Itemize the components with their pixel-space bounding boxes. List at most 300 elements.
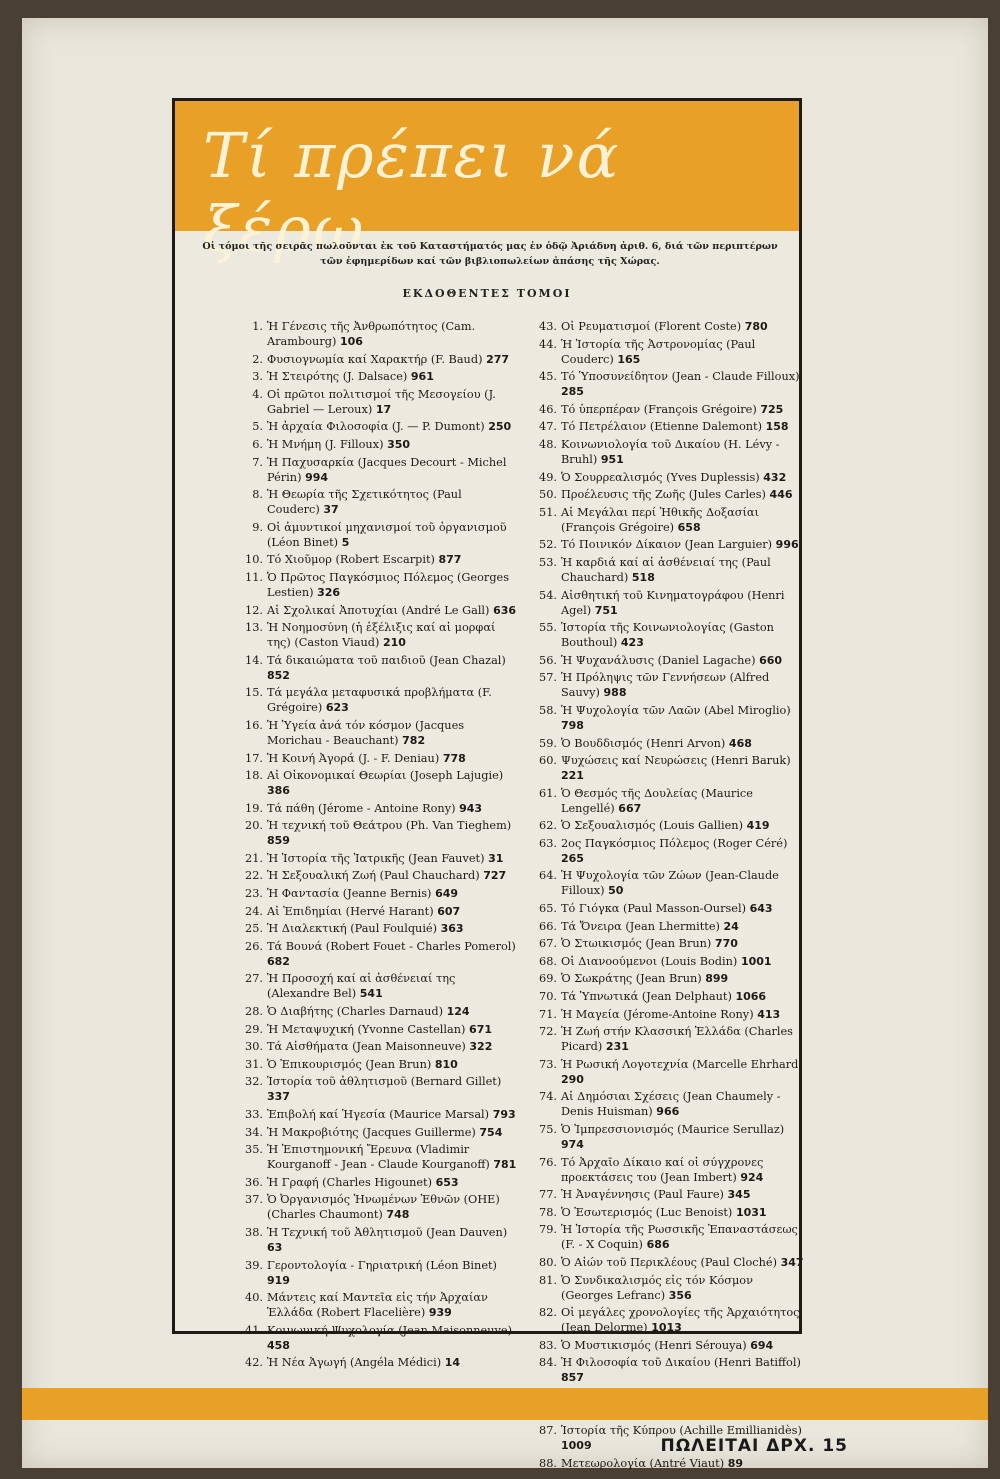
volume-entry	[535, 753, 807, 783]
volume-title	[561, 1273, 807, 1303]
volume-entry	[535, 653, 807, 668]
volume-code: 158	[765, 420, 789, 434]
volume-entry	[535, 369, 807, 399]
volume-code: 649	[435, 887, 459, 901]
volume-title	[561, 989, 807, 1004]
volume-entry	[241, 603, 517, 618]
volume-entry	[535, 1057, 807, 1087]
volume-title	[561, 1205, 807, 1220]
volume-entry	[535, 1089, 807, 1119]
volume-title-text: Ἡ Ψυχολογία τῶν Ζώων (Jean-Claude Filloux)	[561, 869, 779, 898]
volume-title-text: Ὁ Θεσμός τῆς Δουλείας (Maurice Lengellé)	[561, 786, 753, 815]
volume-code: 623	[325, 701, 349, 715]
volume-code: 951	[600, 452, 624, 466]
volume-entry	[535, 1222, 807, 1252]
volume-title	[561, 319, 807, 334]
price-label: ΠΩΛΕΙΤΑΙ ΔΡΧ. 15	[660, 1436, 848, 1456]
volume-entry	[535, 1355, 807, 1385]
volume-entry	[241, 921, 517, 936]
volume-title-text: Ἡ καρδιά καί αἱ ἀσθένειαί της (Paul Chauchard)	[561, 555, 771, 584]
volume-code: 643	[749, 902, 773, 916]
volume-title	[267, 1004, 517, 1019]
volume-number: 48.	[539, 437, 557, 451]
volume-entry	[535, 936, 807, 951]
volume-title-text: Ἡ Ἀναγέννησις (Paul Faure)	[561, 1188, 724, 1202]
volume-code: 994	[305, 470, 329, 484]
volume-code: 988	[603, 686, 627, 700]
volume-code: 124	[446, 1005, 470, 1019]
volume-title-text: Ἡ Νοημοσύνη (ἡ ἐξέλιξις καί αἱ μορφαί της) (Caston Viaud)	[267, 621, 496, 650]
intro-text: Οἱ τόμοι τῆς σειρᾶς πωλοῦνται ἐκ τοῦ Καταστήματός μας ἐν ὁδῷ Ἀριάδνη ἀριθ. 6, διά τῶν περιπτέρων τῶν ἐφημερίδων καί τῶν βιβλιοπωλείων ἀπάσης τῆς Χώρας.	[202, 241, 778, 267]
volume-title-text: Κοινωνική Ψυχολογία (Jean Maisonneuve)	[267, 1323, 512, 1337]
volume-number: 3.	[252, 370, 263, 384]
volume-title	[267, 1355, 517, 1370]
volume-code: 667	[618, 801, 642, 815]
volume-title-text: Ἡ Ἱστορία τῆς Ἰατρικῆς (Jean Fauvet)	[267, 851, 485, 865]
volume-code: 607	[437, 904, 461, 918]
volume-code: 943	[459, 801, 483, 815]
volume-title-text: Αἱ Οἰκονομικαί Θεωρίαι (Joseph Lajugie)	[267, 769, 504, 783]
published-volumes-heading: ΕΚΔΟΘΕΝΤΕΣ ΤΟΜΟΙ	[402, 287, 572, 300]
volume-title	[561, 537, 807, 552]
volume-title	[561, 555, 807, 585]
volume-title-text: Ὁ Αἰών τοῦ Περικλέους (Paul Cloché)	[561, 1255, 777, 1269]
volume-entry	[535, 954, 807, 969]
volume-title	[267, 1022, 517, 1037]
volume-number: 56.	[539, 653, 557, 667]
volume-title-text: Οἱ πρῶτοι πολιτισμοί τῆς Μεσογείου (J. Gabriel — Leroux)	[267, 387, 496, 416]
volume-entry	[241, 751, 517, 766]
volume-title	[267, 751, 517, 766]
volume-number: 39.	[245, 1258, 263, 1272]
volume-entry	[535, 703, 807, 733]
volume-number: 73.	[539, 1057, 557, 1071]
volume-number: 27.	[245, 972, 263, 986]
volume-number: 30.	[245, 1040, 263, 1054]
volume-code: 770	[714, 937, 738, 951]
volume-code: 1009	[561, 1439, 592, 1453]
volume-code: 780	[744, 320, 768, 333]
volume-entry	[241, 868, 517, 883]
volume-entry	[535, 437, 807, 467]
volume-number: 49.	[539, 470, 557, 484]
volume-title	[267, 419, 517, 434]
volume-title	[267, 921, 517, 936]
volume-number: 60.	[539, 754, 557, 768]
volume-title	[561, 1187, 807, 1202]
volume-title-text: Ἡ Ψυχανάλυσις (Daniel Lagache)	[561, 653, 756, 667]
volume-title-text: Ἡ Μεταψυχική (Yvonne Castellan)	[267, 1022, 466, 1036]
volume-title	[561, 1255, 807, 1270]
volume-title-text: Ἡ Φαντασία (Jeanne Bernis)	[267, 887, 432, 901]
volume-title	[561, 736, 807, 751]
volume-title	[267, 801, 517, 816]
volume-number: 78.	[539, 1205, 557, 1219]
volume-list-left	[241, 319, 517, 1373]
volume-title	[561, 753, 807, 783]
volume-title-text: Ἡ Πρόληψις τῶν Γεννήσεων (Alfred Sauvy)	[561, 671, 770, 700]
volume-title	[267, 1192, 517, 1222]
volume-code: 798	[561, 718, 584, 732]
volume-title-text: Γεροντολογία - Γηριατρική (Léon Binet)	[267, 1258, 497, 1272]
volume-number: 76.	[539, 1155, 557, 1169]
volume-entry	[241, 685, 517, 715]
volume-entry	[241, 552, 517, 567]
volume-entry	[241, 1039, 517, 1054]
volume-entry	[535, 836, 807, 866]
volume-number: 54.	[539, 588, 557, 602]
volume-entry	[241, 352, 517, 367]
volume-number: 43.	[539, 320, 557, 333]
volume-code: 265	[561, 851, 584, 865]
volume-title-text: Οἱ ἀμυντικοί μηχανισμοί τοῦ ὀργανισμοῦ (Léon Binet)	[267, 520, 507, 549]
volume-number: 52.	[539, 538, 557, 552]
volume-entry	[535, 670, 807, 700]
volume-entry	[241, 1004, 517, 1019]
volume-number: 13.	[245, 621, 263, 635]
volume-number: 8.	[252, 488, 263, 502]
volume-code: 781	[493, 1158, 517, 1172]
volume-title-text: Προέλευσις τῆς Ζωῆς (Jules Carles)	[561, 488, 766, 502]
volume-code: 754	[479, 1125, 503, 1139]
volume-number: 38.	[245, 1225, 263, 1239]
volume-title-text: Κοινωνιολογία τοῦ Δικαίου (H. Lévy - Bruhl)	[561, 437, 780, 466]
volume-number: 4.	[252, 387, 263, 401]
volume-title	[561, 653, 807, 668]
volume-title-text: Ἡ Διαλεκτική (Paul Foulquié)	[267, 922, 438, 936]
volume-code: 89	[727, 1456, 744, 1470]
volume-title	[267, 718, 517, 748]
volume-title	[561, 1089, 807, 1119]
volume-code: 345	[727, 1188, 751, 1202]
volume-number: 75.	[539, 1123, 557, 1136]
volume-code: 350	[387, 437, 411, 451]
volume-code: 432	[763, 470, 787, 484]
volume-title-text: Ἡ Στειρότης (J. Dalsace)	[267, 370, 408, 384]
volume-code: 1066	[735, 990, 767, 1004]
volume-title-text: Τό Ποινικόν Δίκαιον (Jean Larguier)	[561, 538, 773, 552]
volume-title	[267, 1225, 517, 1255]
volume-code: 660	[759, 653, 783, 667]
volume-title-text: Ἡ Κοινή Ἀγορά (J. - F. Deniau)	[267, 751, 440, 765]
volume-title-text: Ὁ Διαβήτης (Charles Darnaud)	[267, 1005, 444, 1019]
volume-code: 165	[617, 352, 641, 366]
volume-number: 10.	[245, 553, 263, 567]
volume-title	[561, 1155, 807, 1185]
volume-code: 793	[492, 1108, 516, 1121]
volume-entry	[535, 537, 807, 552]
volume-entry	[241, 1192, 517, 1222]
volume-entry	[241, 487, 517, 517]
volume-code: 413	[757, 1007, 781, 1021]
volume-number: 82.	[539, 1306, 557, 1320]
volume-title	[561, 901, 807, 916]
volume-code: 5	[341, 535, 350, 549]
volume-number: 11.	[245, 570, 263, 584]
volume-title	[267, 971, 517, 1001]
volume-entry	[535, 1255, 807, 1270]
volume-number: 58.	[539, 703, 557, 717]
volume-code: 221	[561, 769, 584, 783]
back-cover	[22, 18, 988, 1468]
volume-entry	[241, 437, 517, 452]
volume-title	[561, 487, 807, 502]
volume-title-text: Αἱ Ἐπιδημίαι (Hervé Harant)	[267, 904, 434, 918]
volume-code: 857	[561, 1371, 584, 1385]
volume-code: 748	[386, 1208, 410, 1222]
volume-title-text: Ἡ Νέα Ἀγωγή (Angéla Médici)	[267, 1356, 442, 1370]
volume-code: 446	[769, 488, 793, 502]
volume-code: 877	[438, 553, 462, 567]
volume-title-text: Ἡ Ψυχολογία τῶν Λαῶν (Abel Miroglio)	[561, 703, 791, 717]
volume-number: 57.	[539, 671, 557, 685]
volume-code: 1031	[735, 1205, 767, 1219]
volume-code: 423	[620, 636, 644, 650]
volume-number: 50.	[539, 488, 557, 502]
volume-number: 18.	[245, 769, 263, 783]
volume-entry	[535, 555, 807, 585]
volume-title-text: Ὁ Σεξουαλισμός (Louis Gallien)	[561, 819, 743, 833]
volume-number: 44.	[539, 337, 557, 351]
volume-number: 24.	[245, 904, 263, 918]
volume-number: 59.	[539, 736, 557, 750]
volume-code: 347	[780, 1255, 804, 1269]
volume-code: 653	[435, 1175, 459, 1189]
volume-title	[561, 419, 807, 434]
volume-title	[267, 904, 517, 919]
volume-entry	[241, 319, 517, 349]
volume-code: 419	[746, 819, 770, 833]
volume-entry	[241, 1225, 517, 1255]
volume-entry	[241, 1142, 517, 1172]
volume-entry	[535, 786, 807, 816]
volume-entry	[241, 718, 517, 748]
volume-number: 1.	[252, 320, 263, 333]
volume-title-text: Ἡ Φιλοσοφία τοῦ Δικαίου (Henri Batiffol)	[561, 1356, 801, 1370]
volume-code: 852	[267, 668, 290, 682]
volume-title	[561, 1456, 807, 1471]
volume-number: 46.	[539, 402, 557, 416]
volume-entry	[241, 1074, 517, 1104]
volume-entry	[241, 851, 517, 866]
volume-title	[561, 437, 807, 467]
volume-title	[561, 868, 807, 898]
volume-entry	[535, 818, 807, 833]
volume-number: 72.	[539, 1025, 557, 1039]
volume-code: 106	[339, 335, 363, 348]
volume-entry	[535, 1338, 807, 1353]
volume-title-text: Αἱ Δημόσιαι Σχέσεις (Jean Chaumely - Denis Huisman)	[561, 1090, 781, 1119]
volume-title	[561, 1338, 807, 1353]
volume-entry	[241, 904, 517, 919]
volume-code: 974	[561, 1138, 584, 1151]
volume-entry	[241, 1323, 517, 1353]
volume-number: 65.	[539, 902, 557, 916]
volume-number: 19.	[245, 801, 263, 815]
volume-title-text: Ὁ Σωκράτης (Jean Brun)	[561, 972, 702, 986]
volume-title-text: Αἱ Σχολικαί Ἀποτυχίαι (André Le Gall)	[267, 603, 490, 617]
volume-title-text: Μετεωρολογία (Antré Viaut)	[561, 1456, 725, 1470]
volume-code: 326	[317, 585, 341, 599]
volume-title	[561, 1024, 807, 1054]
volume-number: 29.	[245, 1022, 263, 1036]
volume-number: 45.	[539, 370, 557, 384]
volume-title-text: Τά Ὑπνωτικά (Jean Delphaut)	[561, 990, 732, 1004]
volume-number: 28.	[245, 1005, 263, 1019]
volume-number: 7.	[252, 455, 263, 469]
volume-code: 518	[631, 570, 655, 584]
volume-title-text: Ἡ Ζωή στήν Κλασσική Ἑλλάδα (Charles Picard)	[561, 1025, 793, 1054]
volume-number: 47.	[539, 420, 557, 434]
volume-code: 31	[488, 851, 504, 865]
volume-code: 277	[486, 352, 510, 366]
volume-title-text: Οἱ Ρευματισμοί (Florent Coste)	[561, 320, 742, 333]
volume-title	[561, 1305, 807, 1335]
volume-number: 36.	[245, 1175, 263, 1189]
volume-entry	[535, 1273, 807, 1303]
volume-entry	[535, 487, 807, 502]
volume-title-text: Ὁ Μυστικισμός (Henri Sérouya)	[561, 1338, 747, 1352]
volume-title	[267, 868, 517, 883]
volume-title	[267, 319, 517, 349]
volume-code: 337	[267, 1090, 290, 1104]
volume-title	[561, 620, 807, 650]
volume-number: 5.	[252, 420, 263, 434]
volume-entry	[241, 1290, 517, 1320]
volume-title-text: Ὁ Ἰμπρεσσιονισμός (Maurice Serullaz)	[561, 1123, 785, 1136]
volume-code: 322	[469, 1040, 493, 1054]
volume-title-text: Ἡ Θεωρία τῆς Σχετικότητος (Paul Couderc)	[267, 488, 462, 517]
volume-title-text: Τό Χιοῦμορ (Robert Escarpit)	[267, 553, 435, 567]
volume-title-text: Ἱστορία τοῦ ἀθλητισμοῦ (Bernard Gillet)	[267, 1075, 502, 1089]
volume-entry	[241, 520, 517, 550]
volume-number: 2.	[252, 352, 263, 366]
volume-code: 50	[608, 884, 624, 898]
volume-code: 285	[561, 385, 584, 399]
volume-title	[561, 818, 807, 833]
volume-title	[267, 818, 517, 848]
volume-title	[561, 1355, 807, 1385]
volume-title-text: Οἱ μεγάλες χρονολογίες τῆς Ἀρχαιότητος (Jean Delorme)	[561, 1306, 800, 1335]
volume-code: 17	[375, 402, 392, 416]
volume-number: 12.	[245, 603, 263, 617]
volume-title-text: Ἡ Σεξουαλική Ζωή (Paul Chauchard)	[267, 869, 480, 883]
volume-title	[267, 1125, 517, 1140]
volume-title-text: Ἡ Μαγεία (Jérome-Antoine Rony)	[561, 1007, 754, 1021]
volume-code: 919	[267, 1273, 290, 1287]
volume-number: 69.	[539, 972, 557, 986]
volume-number: 20.	[245, 819, 263, 833]
volume-code: 899	[705, 972, 729, 986]
volume-title-text: Τά μεγάλα μεταφυσικά προβλήματα (F. Grégoire)	[267, 686, 492, 715]
volume-title	[267, 487, 517, 517]
volume-code: 210	[382, 636, 406, 650]
volume-title	[267, 620, 517, 650]
volume-number: 33.	[245, 1108, 263, 1121]
volume-entry	[241, 886, 517, 901]
volume-title	[561, 1122, 807, 1152]
volume-title-text: Ὁ Βουδδισμός (Henri Arvon)	[561, 736, 726, 750]
volume-number: 77.	[539, 1188, 557, 1202]
volume-entry	[535, 1187, 807, 1202]
volume-code: 63	[267, 1240, 283, 1254]
volume-title	[561, 919, 807, 934]
volume-title-text: Τό Γιόγκα (Paul Masson-Oursel)	[561, 902, 746, 916]
volume-title-text: Ἡ Γραφή (Charles Higounet)	[267, 1175, 433, 1189]
volume-code: 356	[668, 1288, 692, 1302]
volume-entry	[241, 1258, 517, 1288]
volume-number: 31.	[245, 1057, 263, 1071]
volume-entry	[241, 801, 517, 816]
volume-title	[267, 653, 517, 683]
volume-number: 37.	[245, 1193, 263, 1207]
volume-title-text: Ἡ τεχνική τοῦ Θεάτρου (Ph. Van Tieghem)	[267, 819, 512, 833]
volume-title-text: Ὁ Πρῶτος Παγκόσμιος Πόλεμος (Georges Lestien)	[267, 570, 510, 599]
volume-number: 6.	[252, 437, 263, 451]
volume-title	[561, 1007, 807, 1022]
volume-title	[561, 1057, 807, 1087]
volume-title-text: Ἱστορία τῆς Κοινωνιολογίας (Gaston Bouthoul)	[561, 621, 774, 650]
volume-title	[561, 786, 807, 816]
volume-code: 939	[428, 1306, 452, 1320]
volume-number: 71.	[539, 1007, 557, 1021]
volume-title-text: Ὁ Ὀργανισμός Ἡνωμένων Ἐθνῶν (ΟΗΕ) (Charles Chaumont)	[267, 1193, 500, 1222]
volume-code: 924	[740, 1170, 764, 1184]
volume-number: 70.	[539, 990, 557, 1004]
volume-title-text: Τό Ἀρχαῖο Δίκαιο καί οἱ σύγχρονες προεκτάσεις του (Jean Imbert)	[561, 1155, 764, 1184]
volume-number: 55.	[539, 621, 557, 635]
volume-code: 24	[723, 919, 739, 933]
volume-title	[267, 352, 517, 367]
volume-title	[561, 402, 807, 417]
volume-title-text: Ἱστορία τῆς Κύπρου (Achille Emillianidès)	[561, 1424, 802, 1438]
volume-code: 810	[434, 1057, 458, 1071]
volume-number: 17.	[245, 751, 263, 765]
volume-number: 22.	[245, 869, 263, 883]
volume-title	[267, 603, 517, 618]
volume-number: 61.	[539, 786, 557, 800]
volume-entry	[241, 653, 517, 683]
volume-entry	[535, 620, 807, 650]
volume-number: 32.	[245, 1075, 263, 1089]
volume-code: 458	[267, 1338, 290, 1352]
volume-code: 468	[728, 736, 752, 750]
volume-number: 67.	[539, 937, 557, 951]
volume-number: 40.	[245, 1291, 263, 1305]
volume-title-text: Ἡ Ἱστορία τῆς Ρωσσικῆς Ἐπαναστάσεως (F. - X Coquin)	[561, 1223, 798, 1252]
volume-title-text: Τό Πετρέλαιον (Etienne Dalemont)	[561, 420, 762, 434]
volume-entry	[535, 402, 807, 417]
volume-number: 66.	[539, 919, 557, 933]
volume-number: 81.	[539, 1273, 557, 1287]
volume-title	[267, 1057, 517, 1072]
volume-title	[267, 939, 517, 969]
volume-title	[561, 369, 807, 399]
volume-title-text: Ἡ Μνήμη (J. Filloux)	[267, 437, 384, 451]
volume-title-text: Τά Βουνά (Robert Fouet - Charles Pomerol)	[267, 939, 516, 953]
volume-entry	[241, 620, 517, 650]
volume-title	[561, 836, 807, 866]
volume-title	[267, 437, 517, 452]
volume-title	[267, 886, 517, 901]
volume-number: 83.	[539, 1338, 557, 1352]
volume-entry	[535, 1024, 807, 1054]
volume-number: 21.	[245, 851, 263, 865]
volume-title	[267, 1142, 517, 1172]
volume-code: 250	[488, 420, 512, 434]
volume-code: 290	[561, 1072, 584, 1086]
volume-title-text: Ψυχώσεις καί Νευρώσεις (Henri Baruk)	[561, 754, 791, 768]
